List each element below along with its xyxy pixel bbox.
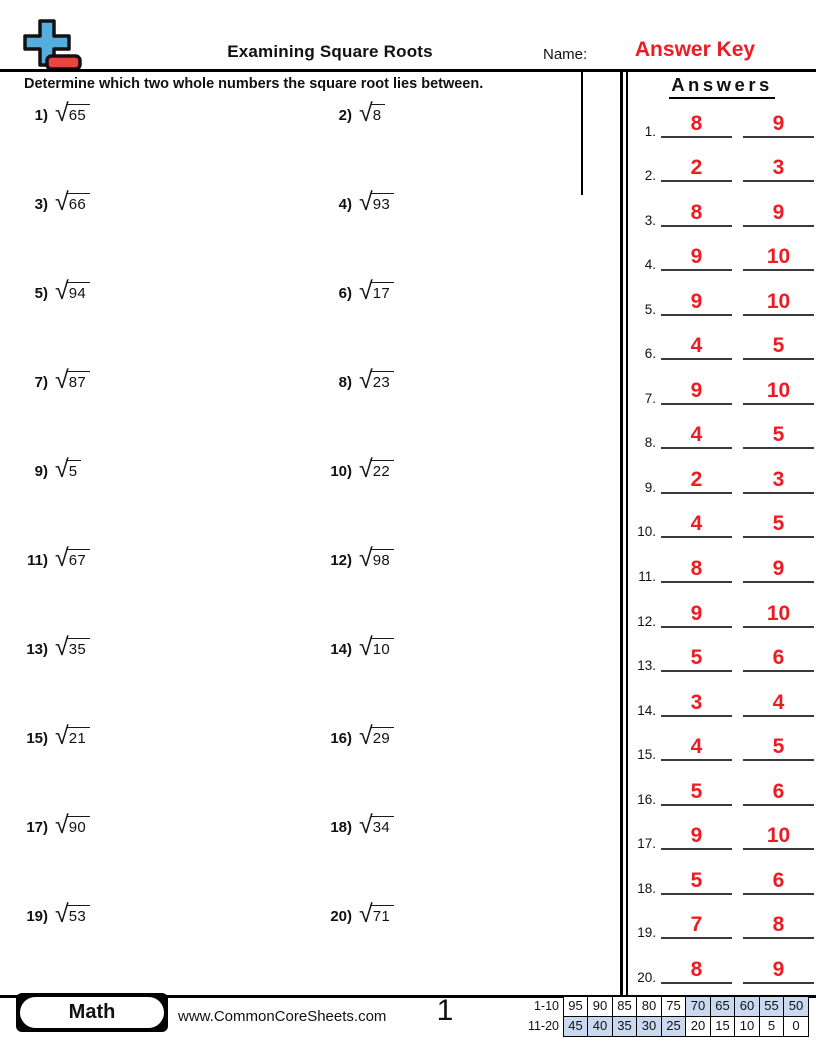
- score-cell: 15: [710, 1016, 736, 1037]
- problem-number: 7): [34, 374, 48, 391]
- radicand: 23: [371, 371, 394, 391]
- answer-number: 11.: [638, 569, 656, 585]
- answer-number: 15.: [637, 747, 656, 763]
- problem-item: [304, 189, 612, 278]
- answer-value-low: 3: [690, 690, 703, 714]
- answer-number: 1.: [644, 123, 656, 139]
- square-root-expression: [55, 811, 90, 839]
- answer-blank-high: [743, 152, 814, 182]
- answer-value-high: 9: [772, 111, 785, 135]
- answer-value-high: 10: [766, 824, 791, 848]
- answer-row: [630, 366, 814, 411]
- score-cell: 60: [734, 996, 760, 1017]
- answer-row: [630, 678, 814, 723]
- square-root-expression: [359, 633, 394, 661]
- answer-value-high: 10: [766, 245, 791, 269]
- instruction-text: Determine which two whole numbers the square root lies between.: [24, 76, 484, 92]
- answer-row: [630, 901, 814, 946]
- square-root-expression: [359, 722, 394, 750]
- answer-blank-low: [661, 820, 732, 850]
- problem-item: [304, 545, 612, 634]
- problem-number: 2): [338, 107, 352, 124]
- answer-blank-high: [743, 108, 814, 138]
- problem-number: 3): [34, 196, 48, 213]
- answer-blank-high: [743, 865, 814, 895]
- answers-divider-double-line: [620, 71, 628, 995]
- answer-blank-high: [743, 598, 814, 628]
- answer-number: 5.: [644, 301, 656, 317]
- answer-value-low: 5: [690, 779, 703, 803]
- problem-number: 8): [338, 374, 352, 391]
- square-root-expression: [359, 366, 394, 394]
- answer-number: 2.: [644, 168, 656, 184]
- answer-row: [630, 767, 814, 812]
- radical-sign: √: [55, 455, 69, 483]
- radical-sign: √: [55, 188, 69, 216]
- answer-value-high: 8: [772, 913, 785, 937]
- radicand: 65: [67, 104, 90, 124]
- answer-row: [630, 500, 814, 545]
- answer-value-low: 9: [690, 289, 703, 313]
- radicand: 53: [67, 905, 90, 925]
- square-root-expression: [359, 544, 394, 572]
- answer-number: 12.: [637, 613, 656, 629]
- name-label: Name:: [543, 46, 588, 63]
- radicand: 5: [67, 460, 82, 480]
- radical-sign: √: [359, 544, 373, 572]
- problem-item: [0, 812, 304, 901]
- score-cell: 80: [636, 996, 662, 1017]
- answer-row: [630, 812, 814, 857]
- square-root-expression: [55, 366, 90, 394]
- answer-blank-low: [661, 152, 732, 182]
- radicand: 8: [371, 104, 386, 124]
- answer-value-low: 2: [690, 156, 703, 180]
- problem-item: [304, 723, 612, 812]
- radicand: 67: [67, 549, 90, 569]
- score-cell: 90: [587, 996, 613, 1017]
- answer-blank-high: [743, 241, 814, 271]
- answer-blank-low: [661, 909, 732, 939]
- answer-value-low: 9: [690, 824, 703, 848]
- radical-sign: √: [359, 99, 373, 127]
- answer-blank-high: [743, 464, 814, 494]
- answer-blank-low: [661, 642, 732, 672]
- radical-sign: √: [55, 99, 69, 127]
- problem-item: [304, 634, 612, 723]
- square-root-expression: [55, 722, 90, 750]
- answer-number: 9.: [644, 479, 656, 495]
- answer-number: 4.: [644, 257, 656, 273]
- problem-number: 18): [330, 819, 352, 836]
- answer-row: [630, 856, 814, 901]
- answer-value-low: 7: [690, 913, 703, 937]
- answer-blank-high: [743, 330, 814, 360]
- answer-number: 6.: [644, 346, 656, 362]
- radical-sign: √: [359, 722, 373, 750]
- answer-number: 17.: [637, 836, 656, 852]
- answer-row: [630, 144, 814, 189]
- subject-badge-label: Math: [20, 997, 164, 1028]
- score-cell: 25: [661, 1016, 687, 1037]
- answer-blank-low: [661, 598, 732, 628]
- problem-item: [0, 456, 304, 545]
- radical-sign: √: [55, 900, 69, 928]
- answer-row: [630, 945, 814, 990]
- page-number: 1: [436, 994, 454, 1027]
- answer-value-high: 10: [766, 289, 791, 313]
- problem-item: [304, 367, 612, 456]
- answer-value-high: 5: [772, 334, 785, 358]
- radical-sign: √: [55, 277, 69, 305]
- score-cell: 50: [783, 996, 809, 1017]
- radicand: 94: [67, 282, 90, 302]
- problem-number: 15): [26, 730, 48, 747]
- website-text: www.CommonCoreSheets.com: [178, 1008, 387, 1025]
- score-cell: 35: [612, 1016, 638, 1037]
- answer-number: 7.: [644, 390, 656, 406]
- answers-list: [630, 99, 814, 990]
- answer-value-high: 9: [772, 200, 785, 224]
- answer-blank-low: [661, 687, 732, 717]
- answer-blank-low: [661, 464, 732, 494]
- answer-blank-high: [743, 553, 814, 583]
- problem-item: [304, 100, 612, 189]
- score-cell: 10: [734, 1016, 760, 1037]
- answer-number: 19.: [637, 925, 656, 941]
- answer-blank-high: [743, 197, 814, 227]
- square-root-expression: [55, 455, 81, 483]
- square-root-expression: [55, 277, 90, 305]
- problem-number: 1): [34, 107, 48, 124]
- radicand: 21: [67, 727, 90, 747]
- problem-number: 20): [330, 908, 352, 925]
- answer-number: 14.: [637, 702, 656, 718]
- answer-value-low: 5: [690, 646, 703, 670]
- answer-row: [630, 411, 814, 456]
- answer-value-high: 6: [772, 868, 785, 892]
- answer-number: 16.: [637, 791, 656, 807]
- radicand: 10: [371, 638, 394, 658]
- problem-number: 17): [26, 819, 48, 836]
- answer-value-high: 5: [772, 735, 785, 759]
- score-cell: 85: [612, 996, 638, 1017]
- answer-value-high: 9: [772, 557, 785, 581]
- answer-row: [630, 322, 814, 367]
- radicand: 22: [371, 460, 394, 480]
- score-cell: 70: [685, 996, 711, 1017]
- radical-sign: √: [55, 722, 69, 750]
- header-rule: [0, 69, 816, 72]
- radicand: 93: [371, 193, 394, 213]
- subject-badge: [16, 993, 168, 1032]
- score-cell: 5: [759, 1016, 785, 1037]
- answer-blank-low: [661, 375, 732, 405]
- problem-number: 6): [338, 285, 352, 302]
- answer-value-low: 9: [690, 378, 703, 402]
- problem-item: [0, 723, 304, 812]
- answer-number: 10.: [637, 524, 656, 540]
- answer-value-low: 9: [690, 245, 703, 269]
- radical-sign: √: [359, 366, 373, 394]
- square-root-expression: [359, 455, 394, 483]
- problem-number: 16): [330, 730, 352, 747]
- problem-number: 14): [330, 641, 352, 658]
- answer-blank-high: [743, 687, 814, 717]
- problem-number: 19): [26, 908, 48, 925]
- score-row: [527, 1016, 809, 1037]
- answer-blank-low: [661, 731, 732, 761]
- answer-key-label: Answer Key: [634, 38, 756, 61]
- answer-value-high: 6: [772, 646, 785, 670]
- answer-value-high: 4: [772, 690, 785, 714]
- answer-number: 20.: [637, 969, 656, 985]
- problem-item: [304, 456, 612, 545]
- answer-value-high: 10: [766, 378, 791, 402]
- answer-blank-high: [743, 909, 814, 939]
- radicand: 98: [371, 549, 394, 569]
- answer-blank-high: [743, 419, 814, 449]
- answer-blank-high: [743, 375, 814, 405]
- answer-blank-low: [661, 197, 732, 227]
- problem-number: 13): [26, 641, 48, 658]
- problem-item: [0, 545, 304, 634]
- answer-number: 13.: [637, 658, 656, 674]
- answer-row: [630, 634, 814, 679]
- answer-value-low: 8: [690, 200, 703, 224]
- score-cell: 65: [710, 996, 736, 1017]
- radicand: 87: [67, 371, 90, 391]
- problem-item: [0, 100, 304, 189]
- radical-sign: √: [359, 277, 373, 305]
- answer-value-low: 8: [690, 111, 703, 135]
- radical-sign: √: [55, 633, 69, 661]
- square-root-expression: [359, 811, 394, 839]
- answer-value-high: 3: [772, 156, 785, 180]
- score-row-label: 1-10: [533, 999, 559, 1013]
- answer-blank-low: [661, 330, 732, 360]
- radicand: 90: [67, 816, 90, 836]
- problem-item: [0, 901, 304, 990]
- problem-item: [304, 901, 612, 990]
- problem-item: [0, 189, 304, 278]
- radicand: 29: [371, 727, 394, 747]
- answer-row: [630, 544, 814, 589]
- score-cell: 75: [661, 996, 687, 1017]
- problems-grid: [0, 100, 612, 990]
- score-row-label: 11-20: [527, 1018, 559, 1033]
- square-root-expression: [55, 633, 90, 661]
- answer-value-high: 6: [772, 779, 785, 803]
- answer-blank-low: [661, 286, 732, 316]
- problem-number: 11): [27, 552, 48, 569]
- radicand: 17: [371, 282, 394, 302]
- square-root-expression: [55, 544, 90, 572]
- answers-heading-text: Answers: [669, 74, 775, 99]
- answer-row: [630, 99, 814, 144]
- answer-value-low: 9: [690, 601, 703, 625]
- answer-value-low: 4: [690, 735, 703, 759]
- problem-number: 4): [338, 196, 352, 213]
- answers-heading: [628, 74, 816, 96]
- answer-number: 18.: [637, 880, 656, 896]
- radicand: 34: [371, 816, 394, 836]
- score-cell: 0: [783, 1016, 809, 1037]
- score-cells: [564, 996, 809, 1017]
- score-cell: 45: [563, 1016, 589, 1037]
- answer-blank-high: [743, 731, 814, 761]
- problem-item: [0, 367, 304, 456]
- answer-blank-low: [661, 776, 732, 806]
- answer-value-high: 9: [772, 957, 785, 981]
- answer-row: [630, 589, 814, 634]
- problem-item: [0, 278, 304, 367]
- answer-blank-high: [743, 286, 814, 316]
- answer-blank-high: [743, 508, 814, 538]
- radical-sign: √: [55, 366, 69, 394]
- problem-number: 5): [34, 285, 48, 302]
- square-root-expression: [55, 900, 90, 928]
- radical-sign: √: [359, 811, 373, 839]
- radicand: 35: [67, 638, 90, 658]
- answer-number: 8.: [644, 435, 656, 451]
- score-cells: [564, 1016, 809, 1037]
- radicand: 66: [67, 193, 90, 213]
- radical-sign: √: [55, 544, 69, 572]
- score-cell: 40: [587, 1016, 613, 1037]
- problem-item: [0, 634, 304, 723]
- score-table: [527, 996, 809, 1037]
- answer-blank-high: [743, 642, 814, 672]
- answer-blank-high: [743, 776, 814, 806]
- answer-number: 3.: [644, 212, 656, 228]
- score-cell: 55: [759, 996, 785, 1017]
- answer-blank-low: [661, 954, 732, 984]
- square-root-expression: [359, 900, 394, 928]
- answer-value-low: 2: [690, 467, 703, 491]
- problem-number: 10): [330, 463, 352, 480]
- square-root-expression: [359, 99, 385, 127]
- score-cell: 20: [685, 1016, 711, 1037]
- answer-value-low: 4: [690, 334, 703, 358]
- answer-row: [630, 277, 814, 322]
- problem-number: 12): [330, 552, 352, 569]
- answer-blank-low: [661, 419, 732, 449]
- problem-item: [304, 278, 612, 367]
- answer-value-low: 8: [690, 557, 703, 581]
- score-cell: 95: [563, 996, 589, 1017]
- answer-row: [630, 455, 814, 500]
- radical-sign: √: [359, 188, 373, 216]
- square-root-expression: [55, 188, 90, 216]
- radicand: 71: [371, 905, 394, 925]
- answer-value-low: 4: [690, 423, 703, 447]
- radical-sign: √: [359, 900, 373, 928]
- score-cell: 30: [636, 1016, 662, 1037]
- square-root-expression: [359, 277, 394, 305]
- answer-row: [630, 723, 814, 768]
- page-title: Examining Square Roots: [227, 42, 433, 61]
- square-root-expression: [359, 188, 394, 216]
- answer-row: [630, 188, 814, 233]
- problem-item: [304, 812, 612, 901]
- answer-value-low: 8: [690, 957, 703, 981]
- answer-blank-low: [661, 508, 732, 538]
- answer-blank-low: [661, 865, 732, 895]
- answer-value-low: 4: [690, 512, 703, 536]
- answer-value-high: 3: [772, 467, 785, 491]
- answer-row: [630, 233, 814, 278]
- radical-sign: √: [359, 633, 373, 661]
- score-row: [527, 996, 809, 1017]
- answer-value-high: 5: [772, 423, 785, 447]
- answer-blank-high: [743, 954, 814, 984]
- answer-value-high: 10: [766, 601, 791, 625]
- square-root-expression: [55, 99, 90, 127]
- answer-value-high: 5: [772, 512, 785, 536]
- answer-blank-high: [743, 820, 814, 850]
- problem-number: 9): [34, 463, 48, 480]
- answer-blank-low: [661, 108, 732, 138]
- radical-sign: √: [55, 811, 69, 839]
- radical-sign: √: [359, 455, 373, 483]
- answer-blank-low: [661, 241, 732, 271]
- answer-blank-low: [661, 553, 732, 583]
- answer-value-low: 5: [690, 868, 703, 892]
